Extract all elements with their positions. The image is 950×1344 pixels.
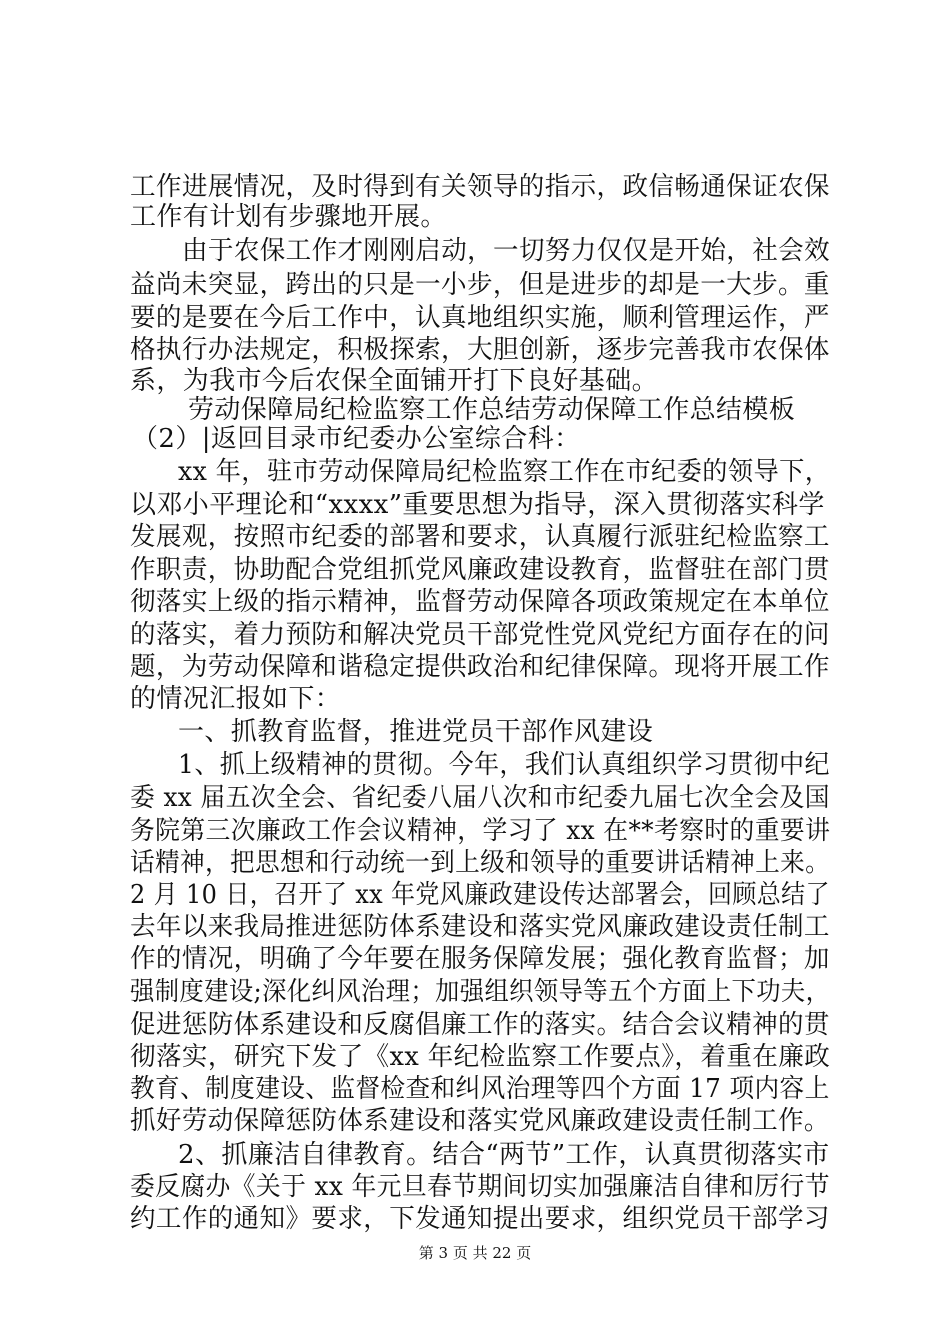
text-line: 约工作的通知》要求，下发通知提出要求，组织党员干部学习 — [130, 1204, 830, 1234]
text-line: 彻落实，研究下发了《xx 年纪检监察工作要点》，着重在廉政 — [130, 1042, 831, 1072]
text-line: 以邓小平理论和“xxxx”重要思想为指导，深入贯彻落实科学 — [130, 490, 825, 520]
text-line: 1、抓上级精神的贯彻。今年，我们认真组织学习贯彻中纪 — [178, 750, 830, 780]
text-line: xx 年，驻市劳动保障局纪检监察工作在市纪委的领导下， — [178, 457, 831, 487]
text-line: 格执行办法规定，积极探索，大胆创新，逐步完善我市农保体 — [130, 335, 830, 365]
text-line: 题，为劳动保障和谐稳定提供政治和纪律保障。现将开展工作 — [130, 652, 830, 682]
text-line: 工作有计划有步骤地开展。 — [130, 202, 447, 232]
text-line: 教育、制度建设、监督检查和纠风治理等四个方面 17 项内容上 — [130, 1074, 830, 1104]
text-line: （2）|返回目录市纪委办公室综合科： — [132, 424, 581, 454]
text-line: 抓好劳动保障惩防体系建设和落实党风廉政建设责任制工作。 — [130, 1106, 830, 1136]
text-line: 务院第三次廉政工作会议精神，学习了 xx 在**考察时的重要讲 — [130, 816, 831, 846]
section-heading: 劳动保障局纪检监察工作总结劳动保障工作总结模板 — [188, 395, 796, 425]
text-line: 2 月 10 日，召开了 xx 年党风廉政建设传达部署会，回顾总结了 — [130, 880, 830, 910]
text-line: 委 xx 届五次全会、省纪委八届八次和市纪委九届七次全会及国 — [130, 783, 830, 813]
page-footer: 第 3 页 共 22 页 — [418, 1244, 532, 1262]
text-line: 发展观，按照市纪委的部署和要求，认真履行派驻纪检监察工 — [130, 522, 830, 552]
text-line: 作的情况，明确了今年要在服务保障发展；强化教育监督；加 — [130, 944, 830, 974]
text-line: 的落实，着力预防和解决党员干部党性党风党纪方面存在的问 — [130, 620, 830, 650]
text-line: 话精神，把思想和行动统一到上级和领导的重要讲话精神上来。 — [130, 848, 831, 878]
text-line: 彻落实上级的指示精神，监督劳动保障各项政策规定在本单位 — [130, 587, 830, 617]
text-line: 促进惩防体系建设和反腐倡廉工作的落实。结合会议精神的贯 — [130, 1010, 830, 1040]
subsection-heading: 一、抓教育监督，推进党员干部作风建设 — [178, 717, 654, 747]
text-line: 强制度建设;深化纠风治理；加强组织领导等五个方面上下功夫， — [130, 977, 831, 1007]
text-line: 工作进展情况，及时得到有关领导的指示，政信畅通保证农保 — [130, 172, 830, 202]
text-line: 由于农保工作才刚刚启动，一切努力仅仅是开始，社会效 — [182, 236, 831, 266]
text-line: 的情况汇报如下： — [130, 684, 342, 714]
text-line: 2、抓廉洁自律教育。结合“两节”工作，认真贯彻落实市 — [178, 1140, 830, 1170]
text-line: 去年以来我局推进惩防体系建设和落实党风廉政建设责任制工 — [130, 912, 830, 942]
text-line: 系，为我市今后农保全面铺开打下良好基础。 — [130, 366, 659, 396]
text-line: 益尚未突显，跨出的只是一小步，但是进步的却是一大步。重 — [130, 270, 830, 300]
text-line: 要的是要在今后工作中，认真地组织实施，顺利管理运作，严 — [130, 303, 830, 333]
text-line: 委反腐办《关于 xx 年元旦春节期间切实加强廉洁自律和厉行节 — [130, 1172, 830, 1202]
text-line: 作职责，协助配合党组抓党风廉政建设教育，监督驻在部门贯 — [130, 555, 830, 585]
